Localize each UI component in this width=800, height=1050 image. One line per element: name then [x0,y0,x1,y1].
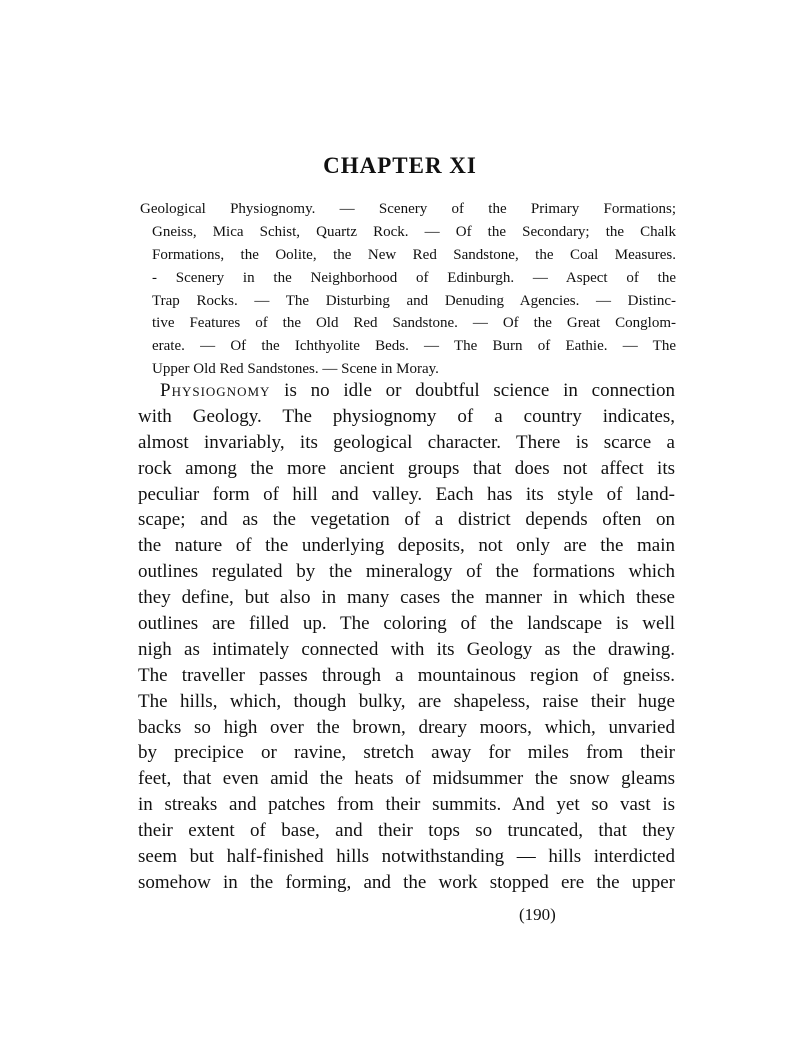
synopsis-line: Gneiss, Mica Schist, Quartz Rock. — Of the Secondary; the Chalk [152,223,676,240]
body-line: backs so high over the brown, dreary moors, which, unvaried [138,716,675,738]
body-paragraph [138,378,675,896]
body-line: with Geology. The physiognomy of a country indicates, [138,405,675,427]
body-line: their extent of base, and their tops so truncated, that they [138,820,675,842]
body-line: outlines are filled up. The coloring of the landscape is well [138,613,675,635]
body-line: seem but half-finished hills notwithstanding — hills interdicted [138,846,675,868]
lead-word: Physiognomy [160,380,271,401]
body-line: nigh as intimately connected with its Geology as the drawing. [138,638,675,660]
body-line: the nature of the underlying deposits, not only are the main [138,535,675,557]
body-line: somehow in the forming, and the work stopped ere the upper [138,871,675,893]
synopsis-line: Upper Old Red Sandstones. — Scene in Moray. [152,361,439,378]
chapter-title: CHAPTER XI [323,153,477,178]
body-line: feet, that even amid the heats of midsummer the snow gleams [138,768,675,790]
body-line: almost invariably, its geological character. There is scarce a [138,431,675,453]
body-line: The hills, which, though bulky, are shapeless, raise their huge [138,690,675,712]
synopsis-line: erate. — Of the Ichthyolite Beds. — The Burn of Eathie. — The [152,338,676,355]
page-number: (190) [519,905,556,924]
first-line-text: is no idle or doubtful science in connection [270,380,675,401]
body-line-first [138,378,675,404]
synopsis-line: Trap Rocks. — The Disturbing and Denuding Agencies. — Distinc- [152,292,676,309]
body-line: outlines regulated by the mineralogy of the formations which [138,561,675,583]
synopsis-line: - Scenery in the Neighborhood of Edinburgh. — Aspect of the [152,269,676,286]
synopsis-line: tive Features of the Old Red Sandstone. — Of the Great Conglom- [152,315,676,332]
body-line: scape; and as the vegetation of a district depends often on [138,509,675,531]
chapter-synopsis [140,198,676,381]
body-line: peculiar form of hill and valley. Each has its style of land- [138,483,675,505]
body-line: by precipice or ravine, stretch away for miles from their [138,742,675,764]
synopsis-line: Formations, the Oolite, the New Red Sandstone, the Coal Measures. [152,246,676,263]
body-line: in streaks and patches from their summits. And yet so vast is [138,794,675,816]
synopsis-line: Geological Physiognomy. — Scenery of the Primary Formations; [140,201,676,217]
body-line: The traveller passes through a mountainous region of gneiss. [138,664,675,686]
body-line: they define, but also in many cases the manner in which these [138,587,675,609]
body-line: rock among the more ancient groups that does not affect its [138,457,675,479]
